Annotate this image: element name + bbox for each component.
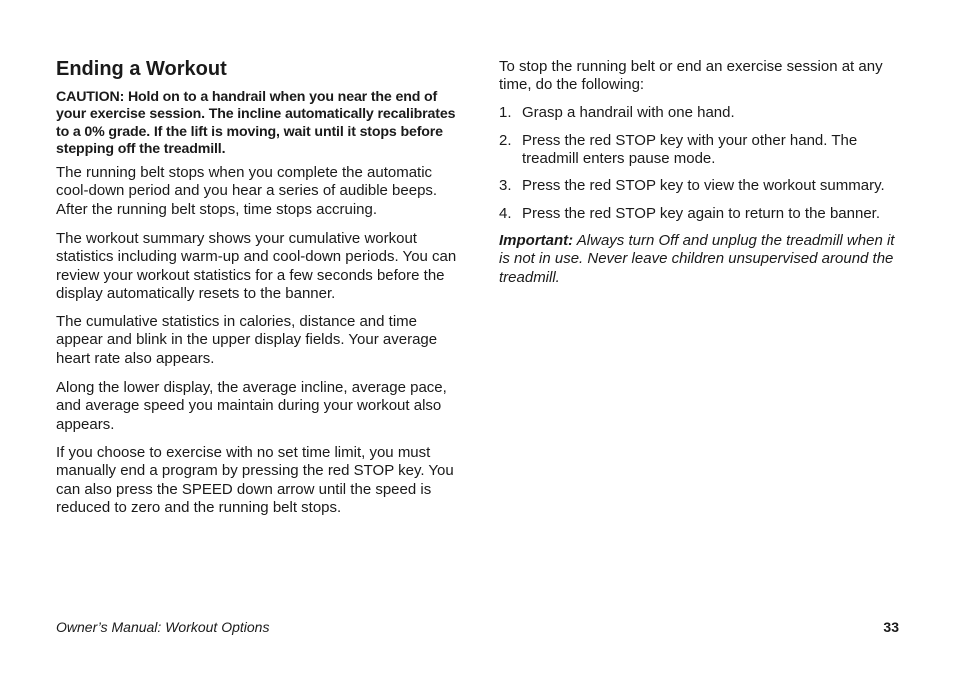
step-number: 1.	[499, 104, 512, 121]
paragraph-no-time-limit: If you choose to exercise with no set time limit, you must manually end a program by pressing the red STOP key. You can also press the SPEED down arrow until the speed is reduced to zero and the running belt stops.	[56, 444, 454, 517]
list-item	[499, 177, 901, 195]
paragraph-lower-display: Along the lower display, the average incline, average pace, and average speed you maintain during your workout also appears.	[56, 379, 447, 433]
caution-note: CAUTION: Hold on to a handrail when you near the end of your exercise session. The incline automatically recalibrates to a 0% grade. If the lift is moving, wait until it stops before stepping off the treadmill.	[56, 89, 456, 157]
list-item	[499, 205, 901, 223]
page-number: 33	[883, 619, 899, 635]
step-number: 3.	[499, 177, 512, 194]
step-number: 4.	[499, 205, 512, 222]
steps-intro: To stop the running belt or end an exercise session at any time, do the following:	[499, 58, 883, 94]
step-text: Press the red STOP key to view the workout summary.	[522, 177, 885, 194]
list-item	[499, 104, 901, 122]
step-text: Press the red STOP key with your other hand. The treadmill enters pause mode.	[522, 132, 858, 168]
paragraph-cumulative-stats: The cumulative statistics in calories, distance and time appear and blink in the upper display fields. Your average heart rate also appears.	[56, 313, 438, 367]
paragraph-belt-stops: The running belt stops when you complete the automatic cool-down period and you hear a series of audible beeps. After the running belt stops, time stops accruing.	[56, 164, 438, 218]
important-text: Always turn Off and unplug the treadmill when it is not in use. Never leave children unsupervised around the treadmill.	[499, 232, 895, 286]
important-label: Important:	[499, 232, 574, 249]
step-text: Press the red STOP key again to return to the banner.	[522, 205, 880, 222]
step-text: Grasp a handrail with one hand.	[522, 104, 735, 121]
list-item	[499, 132, 901, 169]
footer-section-title: Owner’s Manual: Workout Options	[56, 619, 270, 635]
page-title: Ending a Workout	[56, 58, 227, 80]
important-note	[499, 232, 901, 287]
step-number: 2.	[499, 132, 512, 149]
paragraph-workout-summary: The workout summary shows your cumulative workout statistics including warm-up and cool-down periods. You can review your workout statistics for a few seconds before the display automatically resets to the banner.	[56, 230, 457, 303]
